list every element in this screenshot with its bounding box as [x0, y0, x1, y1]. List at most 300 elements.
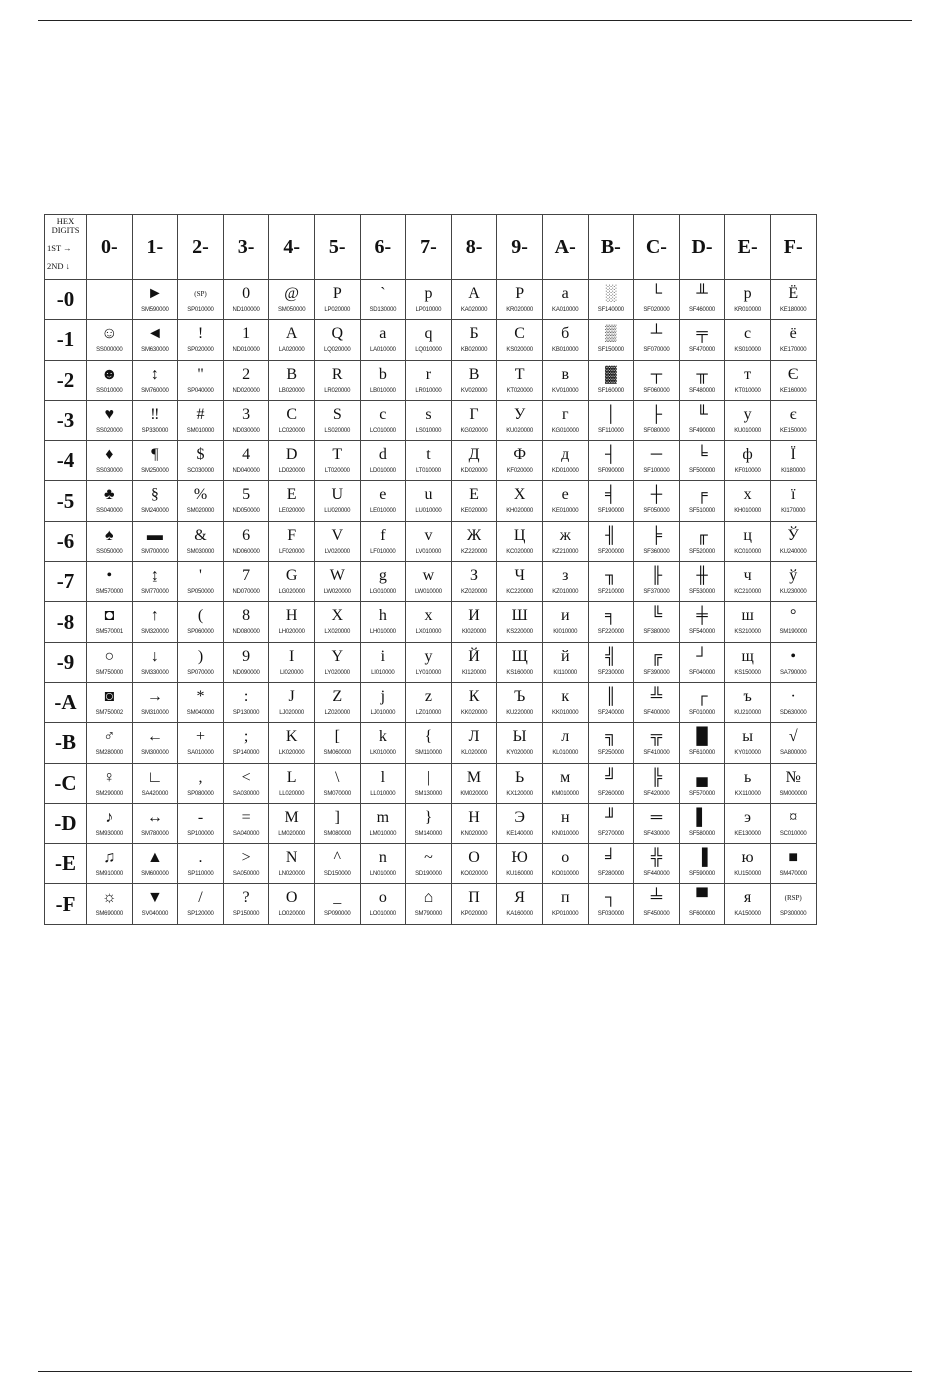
char-cell — [269, 360, 315, 400]
char-cell — [451, 884, 497, 924]
char-cell — [178, 642, 224, 682]
char-cell — [178, 481, 224, 521]
char-cell — [87, 360, 133, 400]
table-row — [45, 844, 817, 884]
glyph: ? — [242, 889, 250, 907]
glyph-id: SM050000 — [277, 307, 306, 313]
glyph-id: KH020000 — [506, 508, 534, 515]
glyph: S — [332, 405, 342, 423]
glyph: ё — [789, 325, 797, 343]
glyph-id: SM570001 — [95, 629, 123, 636]
table-row — [45, 280, 817, 320]
glyph: ╨ — [696, 285, 708, 302]
glyph-id: LC010000 — [369, 427, 396, 434]
glyph: н — [560, 808, 570, 826]
glyph-id: SA050000 — [232, 871, 260, 878]
glyph: и — [560, 607, 570, 625]
glyph: з — [562, 567, 569, 585]
glyph-id: KG010000 — [551, 427, 579, 434]
char-cell — [542, 602, 588, 642]
glyph-id: LG020000 — [278, 589, 305, 596]
glyph: д — [561, 446, 570, 464]
glyph-id: KI180000 — [781, 468, 806, 475]
glyph-id: SF530000 — [688, 589, 716, 596]
glyph: E — [286, 486, 297, 504]
glyph: Ъ — [513, 687, 526, 705]
glyph: 5 — [242, 486, 251, 504]
char-cell — [451, 844, 497, 884]
char-cell — [314, 884, 360, 924]
char-cell — [132, 320, 178, 360]
glyph: ~ — [424, 849, 433, 867]
char-cell — [406, 360, 452, 400]
glyph: ├ — [650, 405, 663, 423]
glyph-id: SF050000 — [643, 508, 670, 515]
glyph-id: LY010000 — [415, 669, 442, 676]
glyph: Z — [332, 687, 343, 705]
glyph: ! — [197, 325, 204, 343]
column-header: 0- — [87, 215, 133, 280]
char-cell — [542, 642, 588, 682]
glyph: й — [560, 647, 570, 665]
glyph-id: SA420000 — [141, 790, 169, 797]
glyph-id: ND070000 — [232, 589, 260, 596]
char-cell — [679, 320, 725, 360]
char-cell — [360, 441, 406, 481]
glyph: с — [744, 325, 752, 343]
glyph-id: KH010000 — [734, 508, 761, 515]
column-header: 9- — [497, 215, 543, 280]
glyph: ■ — [788, 849, 799, 867]
char-cell — [679, 441, 725, 481]
glyph: ╝ — [605, 768, 617, 786]
header-row — [45, 215, 817, 280]
glyph-id: LP020000 — [324, 307, 351, 313]
glyph-id: SM790000 — [414, 911, 443, 918]
glyph: ╟ — [650, 567, 663, 585]
glyph-id: SS010000 — [96, 387, 123, 394]
char-cell — [132, 521, 178, 561]
char-cell — [178, 682, 224, 722]
glyph-id: KC010000 — [734, 548, 761, 555]
glyph: ] — [334, 808, 340, 826]
char-cell — [314, 360, 360, 400]
glyph: └ — [650, 285, 663, 302]
row-header: -3 — [45, 400, 87, 440]
glyph-id: KM020000 — [460, 790, 488, 797]
char-cell — [770, 723, 816, 763]
char-cell — [679, 884, 725, 924]
char-cell — [679, 400, 725, 440]
glyph: Ш — [511, 607, 528, 625]
glyph-id: SP300000 — [779, 911, 807, 918]
glyph: • — [790, 647, 796, 665]
glyph-id: LL010000 — [370, 790, 396, 797]
char-cell — [314, 642, 360, 682]
glyph: → — [146, 687, 163, 705]
glyph-id: KS160000 — [506, 669, 533, 676]
column-header: A- — [542, 215, 588, 280]
glyph: п — [560, 889, 570, 907]
char-cell — [725, 723, 771, 763]
glyph: a — [379, 325, 387, 343]
char-cell — [770, 884, 816, 924]
row-header: -D — [45, 803, 87, 843]
glyph-id: SM750002 — [95, 709, 123, 716]
glyph-id: KA020000 — [460, 307, 488, 313]
char-cell — [406, 723, 452, 763]
glyph-id: SC030000 — [187, 468, 214, 475]
glyph-id: SM320000 — [141, 629, 169, 636]
glyph-id: LN010000 — [369, 871, 396, 878]
char-cell — [588, 562, 634, 602]
glyph-id: SP120000 — [187, 911, 214, 918]
glyph: Щ — [511, 647, 528, 665]
char-cell — [314, 481, 360, 521]
glyph-id: SF600000 — [688, 911, 716, 918]
table-row — [45, 723, 817, 763]
glyph-id: SF430000 — [643, 830, 670, 837]
glyph-id: LV020000 — [324, 548, 350, 555]
glyph: v — [424, 526, 433, 544]
glyph-id: SF140000 — [597, 307, 624, 313]
glyph: є — [789, 405, 797, 423]
glyph: ☻ — [100, 365, 118, 383]
glyph: C — [286, 405, 297, 423]
char-cell — [679, 723, 725, 763]
char-cell — [725, 360, 771, 400]
glyph-id: LG010000 — [369, 589, 397, 596]
glyph-id: LF010000 — [370, 548, 396, 555]
char-cell — [497, 803, 543, 843]
glyph-id: ND020000 — [232, 387, 260, 394]
glyph: ╠ — [650, 768, 663, 786]
glyph: J — [288, 687, 295, 705]
char-cell — [223, 320, 269, 360]
glyph-id: SM040000 — [186, 709, 215, 716]
glyph: 1 — [242, 325, 251, 343]
char-cell — [634, 844, 680, 884]
char-cell — [542, 562, 588, 602]
glyph: O — [285, 889, 298, 907]
glyph-id: LD020000 — [278, 468, 305, 475]
char-cell — [497, 844, 543, 884]
char-cell — [770, 844, 816, 884]
glyph-id: SF150000 — [597, 347, 624, 354]
glyph: ║ — [605, 687, 617, 705]
glyph: Т — [514, 365, 525, 383]
glyph-id: KE130000 — [734, 830, 761, 837]
glyph: - — [197, 808, 204, 826]
char-cell — [314, 602, 360, 642]
char-cell — [725, 844, 771, 884]
glyph-id: SF460000 — [688, 307, 716, 313]
glyph: Х — [513, 486, 526, 504]
char-cell — [314, 682, 360, 722]
char-cell — [634, 360, 680, 400]
char-cell — [679, 682, 725, 722]
glyph-id: KS220000 — [506, 629, 533, 636]
glyph: ♣ — [104, 486, 115, 504]
hex-digits-corner — [45, 215, 87, 280]
glyph-id: SP140000 — [232, 750, 260, 757]
glyph-id: SM630000 — [141, 347, 169, 354]
glyph-id: KD020000 — [460, 468, 488, 475]
glyph-id: SF420000 — [643, 790, 670, 797]
char-cell — [406, 400, 452, 440]
row-header: -9 — [45, 642, 87, 682]
glyph-id: KU240000 — [779, 548, 807, 555]
glyph-id: SF410000 — [643, 750, 670, 757]
char-cell — [269, 320, 315, 360]
glyph-id: KI110000 — [553, 669, 578, 676]
char-cell — [634, 723, 680, 763]
glyph: Q — [331, 325, 344, 343]
glyph: ↕ — [150, 365, 159, 383]
glyph: 2 — [242, 365, 251, 383]
char-cell — [269, 763, 315, 803]
char-cell — [770, 360, 816, 400]
glyph: Г — [469, 405, 479, 423]
char-cell — [360, 400, 406, 440]
column-header: 3- — [223, 215, 269, 280]
glyph: / — [198, 889, 203, 907]
table-row — [45, 642, 817, 682]
char-cell — [314, 400, 360, 440]
glyph-id: SF040000 — [688, 669, 716, 676]
glyph: y — [424, 647, 433, 665]
glyph: , — [198, 768, 203, 786]
glyph-id: KA160000 — [506, 911, 533, 918]
char-cell — [223, 521, 269, 561]
char-cell — [360, 481, 406, 521]
glyph: Ы — [512, 728, 527, 746]
row-header: -6 — [45, 521, 87, 561]
glyph-id: KT010000 — [734, 387, 761, 394]
glyph-id: LP010000 — [415, 307, 442, 313]
glyph-id: KB020000 — [460, 347, 488, 354]
glyph: Ю — [511, 849, 528, 867]
glyph: ¶ — [151, 446, 159, 464]
char-cell — [770, 602, 816, 642]
glyph: ▐ — [696, 849, 708, 867]
glyph: ♠ — [105, 526, 114, 544]
glyph: (RSP) — [784, 894, 802, 903]
glyph-id: SF390000 — [643, 669, 670, 676]
char-cell — [634, 602, 680, 642]
char-cell — [269, 682, 315, 722]
glyph-id: SP150000 — [232, 911, 260, 918]
glyph: 6 — [242, 526, 251, 544]
char-cell — [451, 803, 497, 843]
glyph-id: KU010000 — [734, 427, 761, 434]
glyph-id: KE180000 — [779, 307, 807, 313]
glyph: █ — [696, 728, 708, 746]
glyph: ↓ — [150, 647, 159, 665]
char-cell — [178, 400, 224, 440]
char-cell — [634, 481, 680, 521]
char-cell — [314, 521, 360, 561]
glyph: ← — [146, 728, 163, 746]
char-cell — [360, 723, 406, 763]
glyph: ╦ — [650, 728, 663, 746]
char-cell — [679, 602, 725, 642]
char-cell — [87, 723, 133, 763]
first-digit-label: 1ST → — [47, 242, 72, 253]
glyph-id: SM470000 — [779, 871, 807, 878]
char-cell — [406, 884, 452, 924]
glyph: ┬ — [650, 365, 663, 383]
glyph: ╩ — [650, 687, 663, 705]
row-header: -7 — [45, 562, 87, 602]
char-cell — [725, 521, 771, 561]
glyph: ◙ — [104, 687, 115, 705]
char-cell — [451, 763, 497, 803]
glyph-id: SS000000 — [96, 347, 123, 354]
glyph: ; — [243, 728, 249, 746]
glyph-id: LX020000 — [324, 629, 351, 636]
row-header: -B — [45, 723, 87, 763]
glyph: w — [422, 567, 435, 585]
glyph-id: KP020000 — [460, 911, 488, 918]
glyph-id: LI010000 — [371, 669, 395, 676]
glyph-id: KC220000 — [506, 589, 534, 596]
char-cell — [588, 400, 634, 440]
glyph: Я — [514, 889, 525, 907]
glyph: 9 — [242, 647, 251, 665]
char-cell — [360, 682, 406, 722]
glyph-id: SP130000 — [232, 709, 260, 716]
table-row — [45, 400, 817, 440]
char-cell — [178, 360, 224, 400]
glyph: у — [743, 405, 752, 423]
glyph-id: LC020000 — [278, 427, 305, 434]
glyph-id: LY020000 — [324, 669, 350, 676]
glyph-id: KL020000 — [461, 750, 487, 757]
char-cell — [178, 803, 224, 843]
glyph: √ — [788, 728, 798, 746]
glyph: Й — [468, 647, 480, 665]
glyph: U — [331, 486, 344, 504]
char-cell — [178, 562, 224, 602]
glyph-id: KX120000 — [506, 790, 533, 797]
glyph: ╒ — [696, 486, 708, 504]
char-cell — [588, 481, 634, 521]
glyph-id: SM330000 — [141, 669, 169, 676]
glyph: # — [196, 405, 205, 423]
char-cell — [87, 803, 133, 843]
char-cell — [132, 400, 178, 440]
glyph: § — [150, 486, 159, 504]
glyph-id: ND010000 — [232, 347, 260, 354]
char-cell — [223, 400, 269, 440]
char-cell — [132, 481, 178, 521]
glyph-id: SF360000 — [643, 548, 670, 555]
glyph: u — [424, 486, 433, 504]
char-cell — [269, 562, 315, 602]
char-cell — [451, 723, 497, 763]
glyph-id: LN020000 — [278, 871, 305, 878]
char-cell — [770, 280, 816, 320]
glyph-id: SM110000 — [414, 750, 442, 757]
glyph-id: SP020000 — [187, 347, 214, 354]
glyph: Э — [514, 808, 525, 826]
char-cell — [223, 723, 269, 763]
glyph: э — [744, 808, 752, 826]
char-cell — [588, 320, 634, 360]
top-rule — [38, 20, 912, 21]
glyph-id: SM910000 — [95, 871, 123, 878]
glyph: ↑ — [150, 607, 159, 625]
code-page-table — [44, 214, 817, 925]
glyph: ═ — [650, 808, 663, 826]
glyph-id: SM690000 — [95, 911, 123, 918]
glyph-id: SF400000 — [643, 709, 670, 716]
glyph-id: LT020000 — [324, 468, 350, 475]
glyph-id: SD130000 — [369, 307, 397, 313]
glyph-id: KS020000 — [506, 347, 533, 354]
glyph-id: LT010000 — [415, 468, 441, 475]
glyph: С — [514, 325, 525, 343]
glyph: ў — [789, 567, 798, 585]
glyph: З — [470, 567, 479, 585]
glyph: I — [289, 647, 295, 665]
glyph: H — [285, 607, 298, 625]
glyph: N — [285, 849, 298, 867]
glyph: № — [785, 768, 801, 786]
char-cell — [360, 280, 406, 320]
char-cell — [269, 723, 315, 763]
column-header: 7- — [406, 215, 452, 280]
glyph-id: KU210000 — [734, 709, 761, 716]
char-cell — [314, 441, 360, 481]
glyph: ◄ — [146, 325, 163, 343]
glyph: ⌂ — [423, 889, 434, 907]
glyph-id: LM020000 — [278, 830, 306, 837]
glyph: П — [468, 889, 480, 907]
glyph-id: SA010000 — [187, 750, 214, 757]
glyph: Р — [515, 285, 525, 302]
char-cell — [269, 803, 315, 843]
glyph-id: SP090000 — [324, 911, 351, 918]
glyph-id: KA010000 — [552, 307, 579, 313]
char-cell — [634, 441, 680, 481]
glyph-id: KU230000 — [779, 589, 807, 596]
glyph: ї — [790, 486, 796, 504]
glyph-id: KZ010000 — [552, 589, 579, 596]
char-cell — [223, 602, 269, 642]
char-cell — [542, 441, 588, 481]
char-cell — [634, 562, 680, 602]
char-cell — [542, 723, 588, 763]
char-cell — [406, 280, 452, 320]
char-cell — [132, 602, 178, 642]
glyph: Е — [469, 486, 479, 504]
glyph: 3 — [242, 405, 251, 423]
glyph: ♪ — [105, 808, 114, 826]
glyph-id: SF030000 — [597, 911, 624, 918]
char-cell — [634, 521, 680, 561]
glyph-id: SF090000 — [597, 468, 624, 475]
glyph-id: KZ020000 — [461, 589, 488, 596]
glyph-id: SA790000 — [779, 669, 807, 676]
char-cell — [770, 400, 816, 440]
char-cell — [542, 763, 588, 803]
glyph: A — [285, 325, 298, 343]
glyph: ^ — [333, 849, 342, 867]
row-header: -0 — [45, 280, 87, 320]
row-header: -F — [45, 884, 87, 924]
